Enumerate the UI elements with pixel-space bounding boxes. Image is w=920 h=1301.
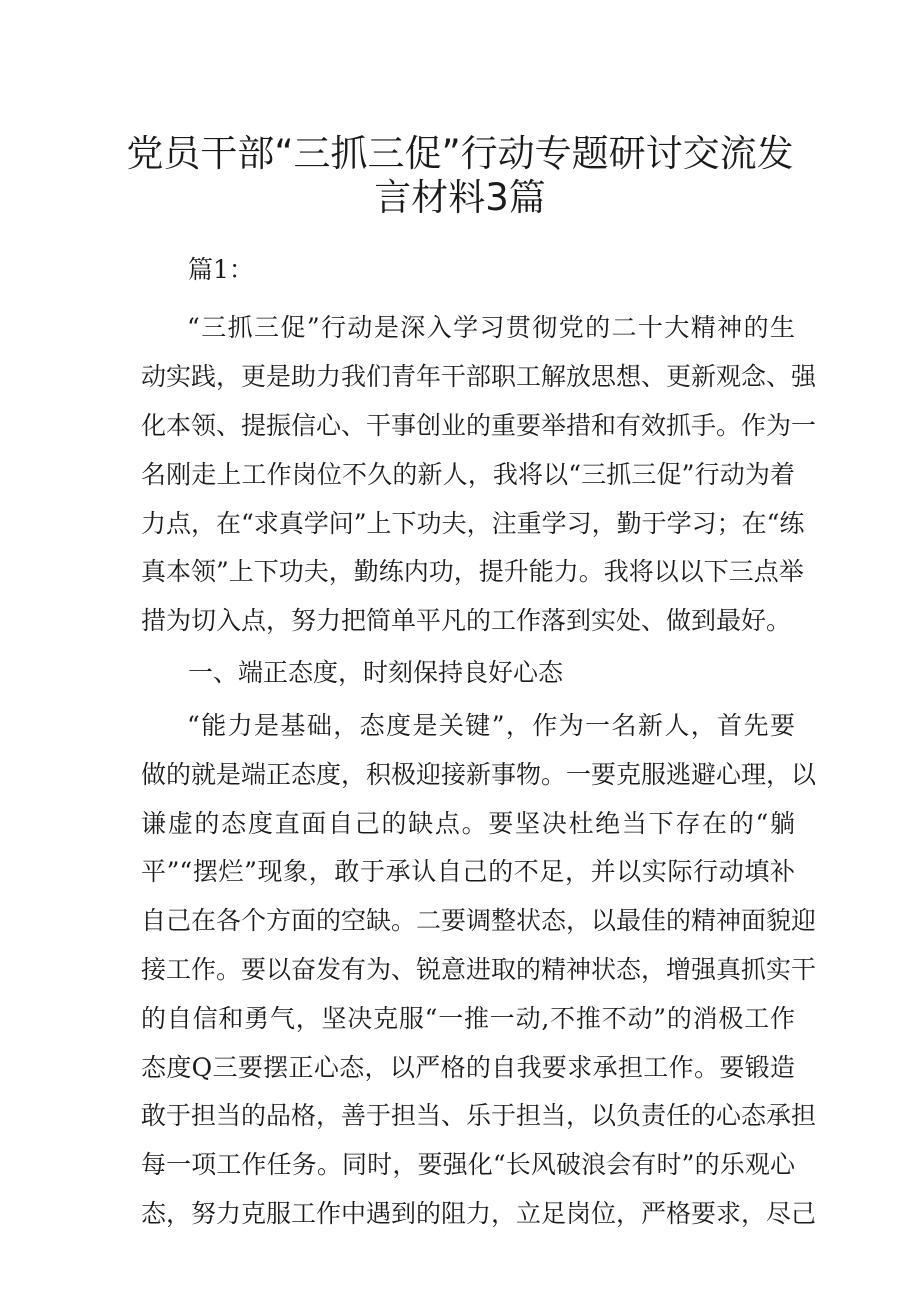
paragraph-2-line: 的自信和勇气，坚决克服“一推一动,不推不动”的消极工作 (141, 1004, 795, 1033)
section-heading-1: 一、端正态度，时刻保持良好心态 (188, 658, 564, 687)
paragraph-1-line: 措为切入点，努力把简单平凡的工作落到实处、做到最好。 (141, 606, 792, 635)
paragraph-1-line: 化本领、提振信心、干事创业的重要举措和有效抓手。作为一 (141, 411, 817, 440)
paragraph-1-line: 动实践，更是助力我们青年干部职工解放思想、更新观念、强 (141, 362, 817, 391)
paragraph-2-line: 做的就是端正态度，积极迎接新事物。一要克服逃避心理，以 (141, 760, 817, 789)
paragraph-1-line: 名刚走上工作岗位不久的新人，我将以“三抓三促”行动为着 (141, 460, 795, 489)
paragraph-2-line: 态，努力克服工作中遇到的阻力，立足岗位，严格要求，尽己 (141, 1199, 817, 1228)
paragraph-2-line: 每一项工作任务。同时，要强化“长风破浪会有时”的乐观心 (141, 1150, 795, 1179)
paragraph-2-line: 平”“摆烂”现象，敢于承认自己的不足，并以实际行动填补 (141, 857, 795, 886)
paragraph-1-line: 真本领”上下功夫，勤练内功，提升能力。我将以以下三点举 (141, 557, 804, 586)
paragraph-2-line: 敢于担当的品格，善于担当、乐于担当，以负责任的心态承担 (141, 1101, 817, 1130)
section-label: 篇1： (188, 255, 254, 284)
paragraph-2-line: 谦虚的态度直面自己的缺点。要坚决杜绝当下存在的“躺 (141, 809, 795, 838)
paragraph-1-line: “三抓三促”行动是深入学习贯彻党的二十大精神的生 (187, 313, 795, 342)
paragraph-1-line: 力点，在“求真学问”上下功夫，注重学习，勤于学习；在“练 (141, 509, 805, 538)
paragraph-2-line: 态度Q三要摆正心态，以严格的自我要求承担工作。要锻造 (141, 1053, 795, 1082)
paragraph-2-line: “能力是基础，态度是关键”，作为一名新人，首先要 (187, 711, 795, 740)
document-title-line-2: 言材料3篇 (374, 176, 546, 219)
paragraph-2-line: 接工作。要以奋发有为、锐意进取的精神状态，增强真抓实干 (141, 955, 817, 984)
paragraph-2-line: 自己在各个方面的空缺。二要调整状态，以最佳的精神面貌迎 (141, 906, 817, 935)
document-title-line-1: 党员干部“三抓三促”行动专题研讨交流发 (126, 132, 794, 175)
